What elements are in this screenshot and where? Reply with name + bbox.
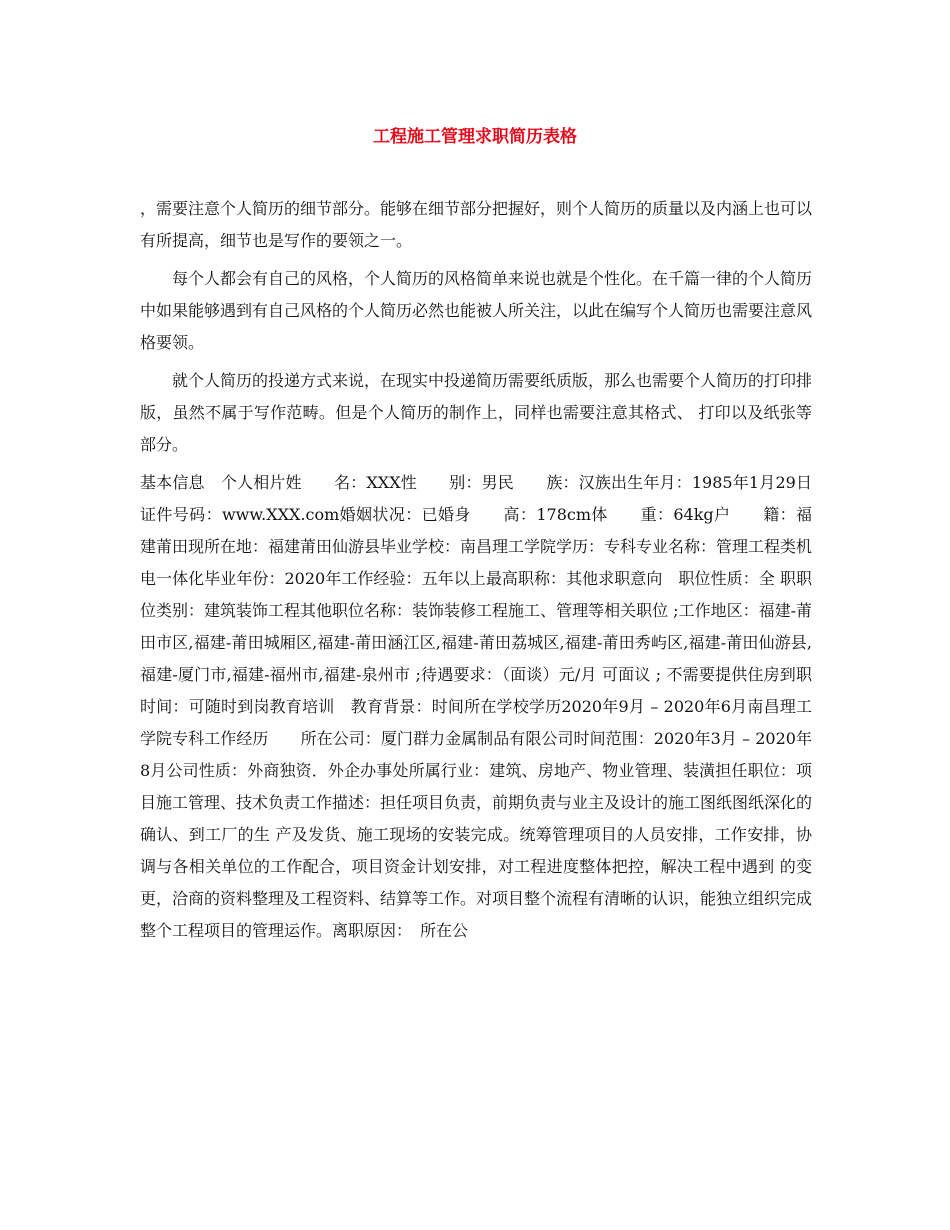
paragraph-detail: ，需要注意个人简历的细节部分。能够在细节部分把握好，则个人简历的质量以及内涵上也可以有所提高，细节也是写作的要领之一。 (140, 199, 813, 250)
paragraph-resume-info: 基本信息 个人相片姓 名：XXX性 别：男民 族：汉族出生年月：1985年1月29日证件号码：www.XXX.com婚姻状况：已婚身 高：178cm体 重：64kg户 籍：福建莆田现所在地：福建莆田仙游县毕业学校：南昌理工学院学历：专科专业名称：管理工程类机电一体化毕业年份：2020年工作经验：五年以上最高职称：其他求职意向 职位性质：全 职职位类别：建筑装饰工程其他职位名称：装饰装修工程施工、管理等相关职位 ;工作地区：福建-莆田市区,福建-莆田城厢区,福建-莆田涵江区,福建-莆田荔城区,福建-莆田秀屿区,福建-莆田仙游县,福建-厦门市,福建-福州市,福建-泉州市 ;待遇要求：（面谈）元/月 可面议 ; 不需要提供住房到职时间：可随时到岗教育培训 教育背景：时间所在学校学历2020年9月 – 2020年6月南昌理工学院专科工作经历 所在公司：厦门群力金属制品有限公司时间范围：2020年3月 – 2020年8月公司性质：外商独资．外企办事处所属行业：建筑、房地产、物业管理、装潢担任职位：项目施工管理、技术负责工作描述：担任项目负责，前期负责与业主及设计的施工图纸图纸深化的确认、到工厂的生 产及发货、施工现场的安装完成。统筹管理项目的人员安排，工作安排，协调与各相关单位的工作配合，项目资金计划安排，对工程进度整体把控，解决工程中遇到 的变更，洽商的资料整理及工程资料、结算等工作。对项目整个流程有清晰的认识，能独立组织完成整个工程项目的管理运作。离职原因： 所在公 (140, 473, 813, 940)
paragraph-delivery: 就个人简历的投递方式来说，在现实中投递简历需要纸质版，那么也需要个人简历的打印排版，虽然不属于写作范畴。但是个人简历的制作上，同样也需要注意其格式、 打印以及纸张等部分。 (140, 371, 813, 454)
paragraph-style: 每个人都会有自己的风格，个人简历的风格简单来说也就是个性化。在千篇一律的个人简历中如果能够遇到有自己风格的个人简历必然也能被人所关注，以此在编写个人简历也需要注意风格要领。 (140, 269, 813, 352)
document-body (140, 193, 812, 947)
document-title: 工程施工管理求职简历表格 (373, 127, 577, 147)
